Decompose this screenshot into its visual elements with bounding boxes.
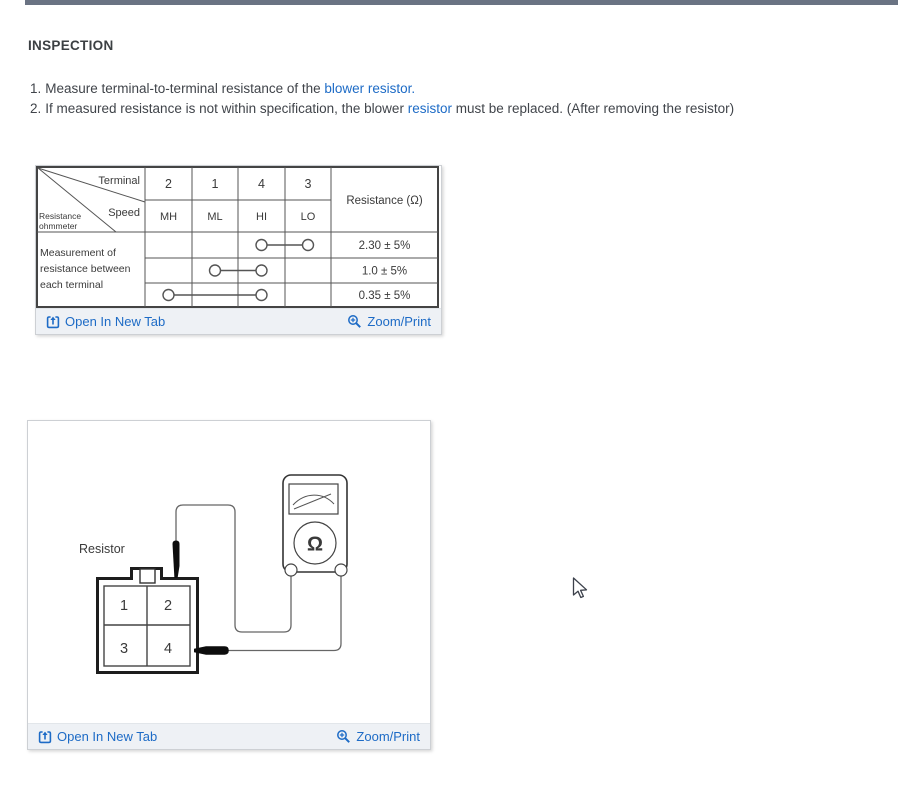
resistance-value: 1.0 ± 5% [361, 265, 408, 278]
ohmmeter-display [289, 484, 338, 514]
resistor-diagram-image [28, 421, 430, 723]
resistor-link[interactable]: resistor [407, 101, 452, 116]
meter-terminal-right [335, 564, 347, 576]
terminal-col-label: 4 [258, 177, 265, 191]
step-text: If measured resistance is not within specification, the blower [45, 101, 408, 116]
page-title: INSPECTION [28, 38, 114, 53]
connector-key-tab [140, 569, 155, 583]
open-in-new-tab-label: Open In New Tab [65, 314, 166, 329]
corner-speed-label: Speed [108, 207, 140, 219]
zoom-print-label: Zoom/Print [356, 729, 420, 744]
speed-col-label: HI [256, 211, 267, 223]
ohm-symbol: Ω [306, 533, 324, 556]
top-scroll-track [25, 0, 898, 5]
ohmmeter [283, 475, 347, 576]
zoom-print-label: Zoom/Print [367, 314, 431, 329]
connector-pin-grid [104, 586, 190, 666]
resistor-label: Resistor [79, 542, 125, 556]
zoom-plus-icon [336, 729, 351, 744]
svg-text:Measurement of: Measurement of [40, 247, 116, 259]
resistance-table-figure [35, 165, 442, 335]
svg-text:each terminal: each terminal [40, 279, 104, 291]
test-probe-right [194, 646, 229, 654]
open-in-new-tab-icon [38, 730, 52, 744]
resistance-value: 2.30 ± 5% [358, 240, 411, 252]
svg-text:resistance between: resistance between [40, 263, 131, 275]
open-in-new-tab-label: Open In New Tab [57, 729, 158, 744]
zoom-print-link[interactable] [347, 314, 431, 329]
mouse-cursor [572, 577, 592, 601]
resistance-values [359, 240, 411, 302]
resistor-diagram-figure [27, 420, 431, 750]
speed-col-label: ML [207, 211, 223, 223]
instruction-step-1 [30, 79, 734, 99]
corner-terminal-label: Terminal [98, 175, 140, 187]
step-text: must be replaced. (After removing the resistor) [451, 101, 735, 116]
figure-link-bar [36, 308, 441, 334]
resistance-header: Resistance (Ω) [346, 195, 423, 207]
step-text: Measure terminal-to-terminal resistance of the [45, 81, 325, 96]
speed-col-label: MH [159, 211, 178, 223]
zoom-plus-icon [347, 314, 362, 329]
pin-number-1: 1 [119, 598, 129, 614]
zoom-print-link[interactable] [336, 729, 420, 744]
terminal-col-label: 3 [304, 177, 312, 191]
corner-ohmmeter-label-1: Resistance [39, 211, 82, 221]
pin-number-3: 3 [119, 641, 129, 657]
terminal-col-label: 1 [211, 177, 219, 191]
step-number: 1. [30, 81, 42, 96]
open-in-new-tab-link[interactable] [46, 314, 165, 329]
pin-number-2: 2 [163, 598, 173, 614]
test-probe-top [173, 541, 180, 579]
step-number: 2. [30, 101, 42, 116]
speed-col-label: LO [300, 211, 316, 223]
corner-ohmmeter-label-2: ohmmeter [39, 221, 78, 231]
instruction-step-2 [30, 99, 734, 119]
pin-number-4: 4 [163, 641, 173, 657]
instruction-list [30, 79, 734, 119]
resistance-value: 0.35 ± 5% [358, 290, 411, 302]
resistance-table-image [36, 166, 441, 308]
open-in-new-tab-link[interactable] [38, 729, 157, 744]
terminal-col-label: 2 [165, 177, 172, 191]
blower-resistor-link[interactable]: blower resistor. [324, 81, 416, 96]
meter-terminal-left [285, 564, 297, 576]
open-in-new-tab-icon [46, 315, 60, 329]
figure-link-bar [28, 723, 430, 749]
